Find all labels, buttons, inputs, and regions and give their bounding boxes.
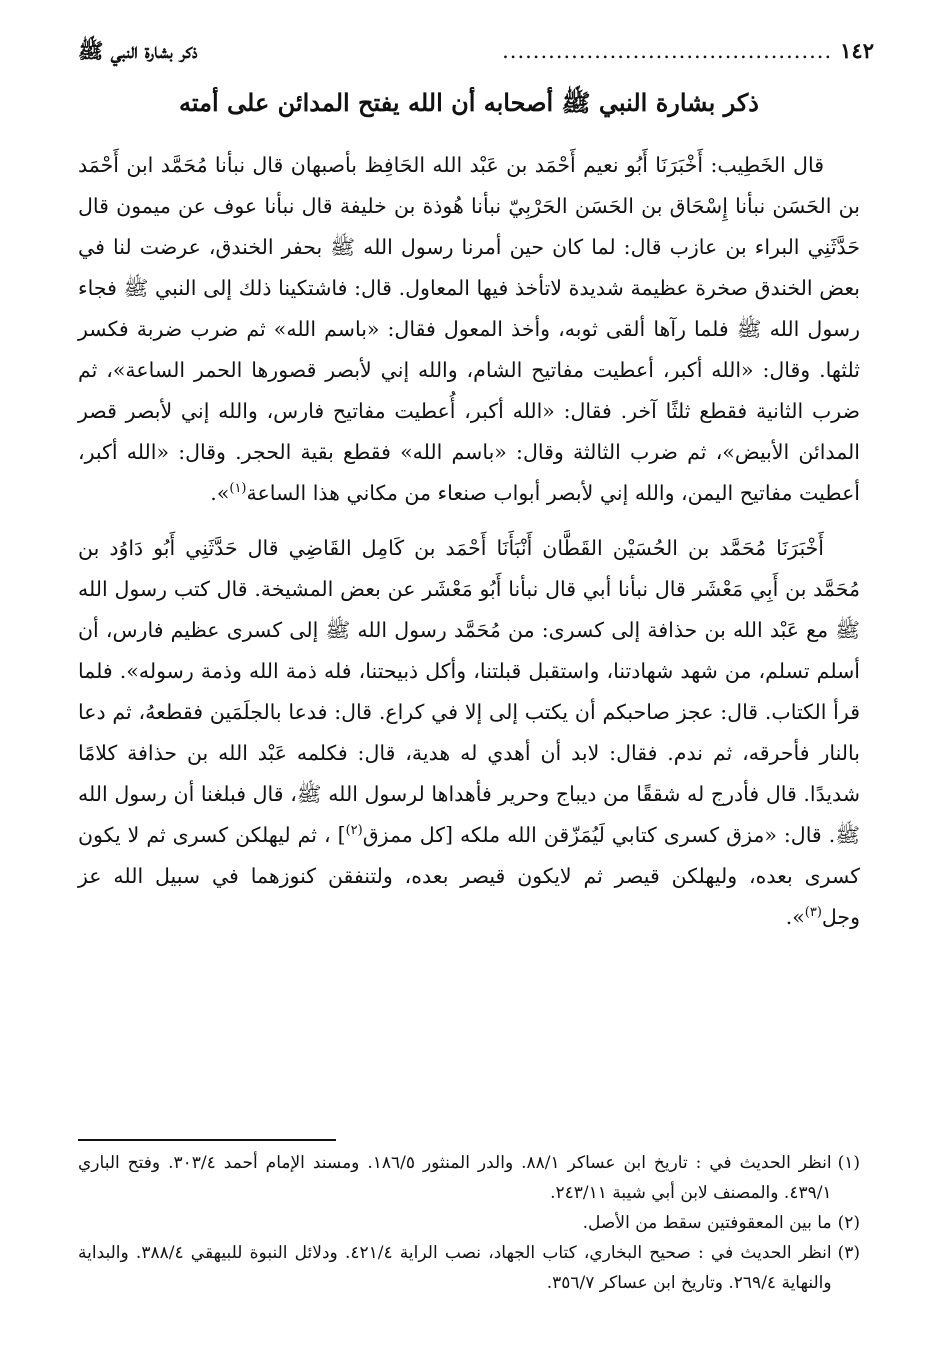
main-text (78, 145, 860, 938)
footnote-ref-1: (١) (229, 481, 247, 497)
footnote-ref-2: (٢) (345, 823, 363, 839)
footnote-text: انظر الحديث في : صحيح البخاري، كتاب الجهاد، نصب الراية ٤٢١/٤. ودلائل النبوة للبيهقي ٣٨٨/٤. والبداية والنهاية ٢٦٩/٤. وتاريخ ابن عساكر ٣٥٦/٧. (78, 1243, 832, 1293)
footnote-text: انظر الحديث في : تاريخ ابن عساكر ٨٨/١. والدر المنثور ١٨٦/٥. ومسند الإمام أحمد ٣٠٣/٤. وفتح الباري ٤٣٩/١. والمصنف لابن أبي شيبة ٢٤٣/١١. (78, 1153, 832, 1203)
paragraph-2-end: ». (785, 905, 805, 929)
paragraph-1 (78, 145, 860, 514)
running-title: ذكر بشارة النبي ﷺ (78, 38, 198, 63)
paragraph-1-end: ». (210, 481, 230, 505)
footnote-number: (٣) (837, 1243, 860, 1263)
footnote-1 (78, 1148, 860, 1208)
running-header (78, 38, 874, 78)
page-number: ١٤٢ (840, 38, 874, 63)
section-title: ذكر بشارة النبي ﷺ أصحابه أن الله يفتح المدائن على أمته (179, 88, 759, 117)
paragraph-1-text: قال الخَطِيب: أَخْبَرَنَا أَبُو نعيم أَحْمَد بن عَبْد الله الحَافِظ بأصبهان قال نبأنا مُحَمَّد ابن أَحْمَد بن الحَسَن نبأنا إِسْحَاق بن الحَسَن الحَرْبِيّ نبأنا هُوذة بن خليفة قال نبأنا عوف عن ميمون قال حَدَّثَنِي البراء بن عازب قال: لما كان حين أمرنا رسول الله ﷺ بحفر الخندق، عرضت لنا في بعض الخندق صخرة عظيمة شديدة لاتأخذ فيها المعاول. قال: فاشتكينا ذلك إلى النبي ﷺ فجاء رسول الله ﷺ فلما رآها ألقى ثوبه، وأخذ المعول فقال: «باسم الله» ثم ضرب ضربة فكسر ثلثها. وقال: «الله أكبر، أعطيت مفاتيح الشام، والله إني لأبصر قصورها الحمر الساعة»، ثم ضرب الثانية فقطع ثلثًا آخر. فقال: «الله أكبر، أُعطيت مفاتيح فارس، والله إني لأبصر قصر المدائن الأبيض»، ثم ضرب الثالثة وقال: «باسم الله» فقطع بقية الحجر. وقال: «الله أكبر، أعطيت مفاتيح اليمن، والله إني لأبصر أبواب صنعاء من مكاني هذا الساعة (78, 153, 860, 505)
footnote-text: ما بين المعقوفتين سقط من الأصل. (582, 1213, 832, 1233)
footnote-2 (78, 1208, 860, 1238)
footnote-number: (٢) (837, 1213, 860, 1233)
footnote-3 (78, 1238, 860, 1298)
footnote-ref-3: (٣) (804, 905, 822, 921)
paragraph-2-text-b: ] ، ثم ليهلكن كسرى ثم لا يكون كسرى بعده، وليهلكن قيصر ثم لايكون قيصر بعده، ولتنفقن كنوزهما في سبيل الله عز وجل (78, 823, 860, 929)
footnote-separator (78, 1139, 336, 1141)
footnote-number: (١) (837, 1153, 860, 1173)
paragraph-2-text-a: أَخْبَرَنَا مُحَمَّد بن الحُسَيْن القَطَّان أَنْبَأَنَا أَحْمَد بن كَامِل القَاضِي قال حَدَّثَنِي أَبُو دَاوُد بن مُحَمَّد بن أَبِي مَعْشَر قال نبأنا أبي قال نبأنا أَبُو مَعْشَر عن بعض المشيخة. قال كتب رسول الله ﷺ مع عَبْد الله بن حذافة إلى كسرى: من مُحَمَّد رسول الله ﷺ إلى كسرى عظيم فارس، أن أسلم تسلم، من شهد شهادتنا، واستقبل قبلتنا، وأكل ذبيحتنا، فله ذمة الله وذمة رسوله». فلما قرأ الكتاب. قال: عجز صاحبكم أن يكتب إلى إلا في كراع. قال: فدعا بالجلَمَين فقطعهُ، ثم دعا بالنار فأحرقه، ثم ندم. فقال: لابد أن أهدي له هدية، قال: فكلمه عَبْد الله بن حذافة كلامًا شديدًا. قال فأدرج له شققًا من ديباج وحرير فأهداها لرسول الله ﷺ، قال فبلغنا أن رسول الله ﷺ. قال: «مزق كسرى كتابي لَيُمَزّقن الله ملكه [كل ممزق (78, 536, 861, 847)
footnotes (78, 1148, 860, 1298)
paragraph-2 (78, 528, 860, 938)
leader-dots: ........................................... (502, 39, 833, 63)
